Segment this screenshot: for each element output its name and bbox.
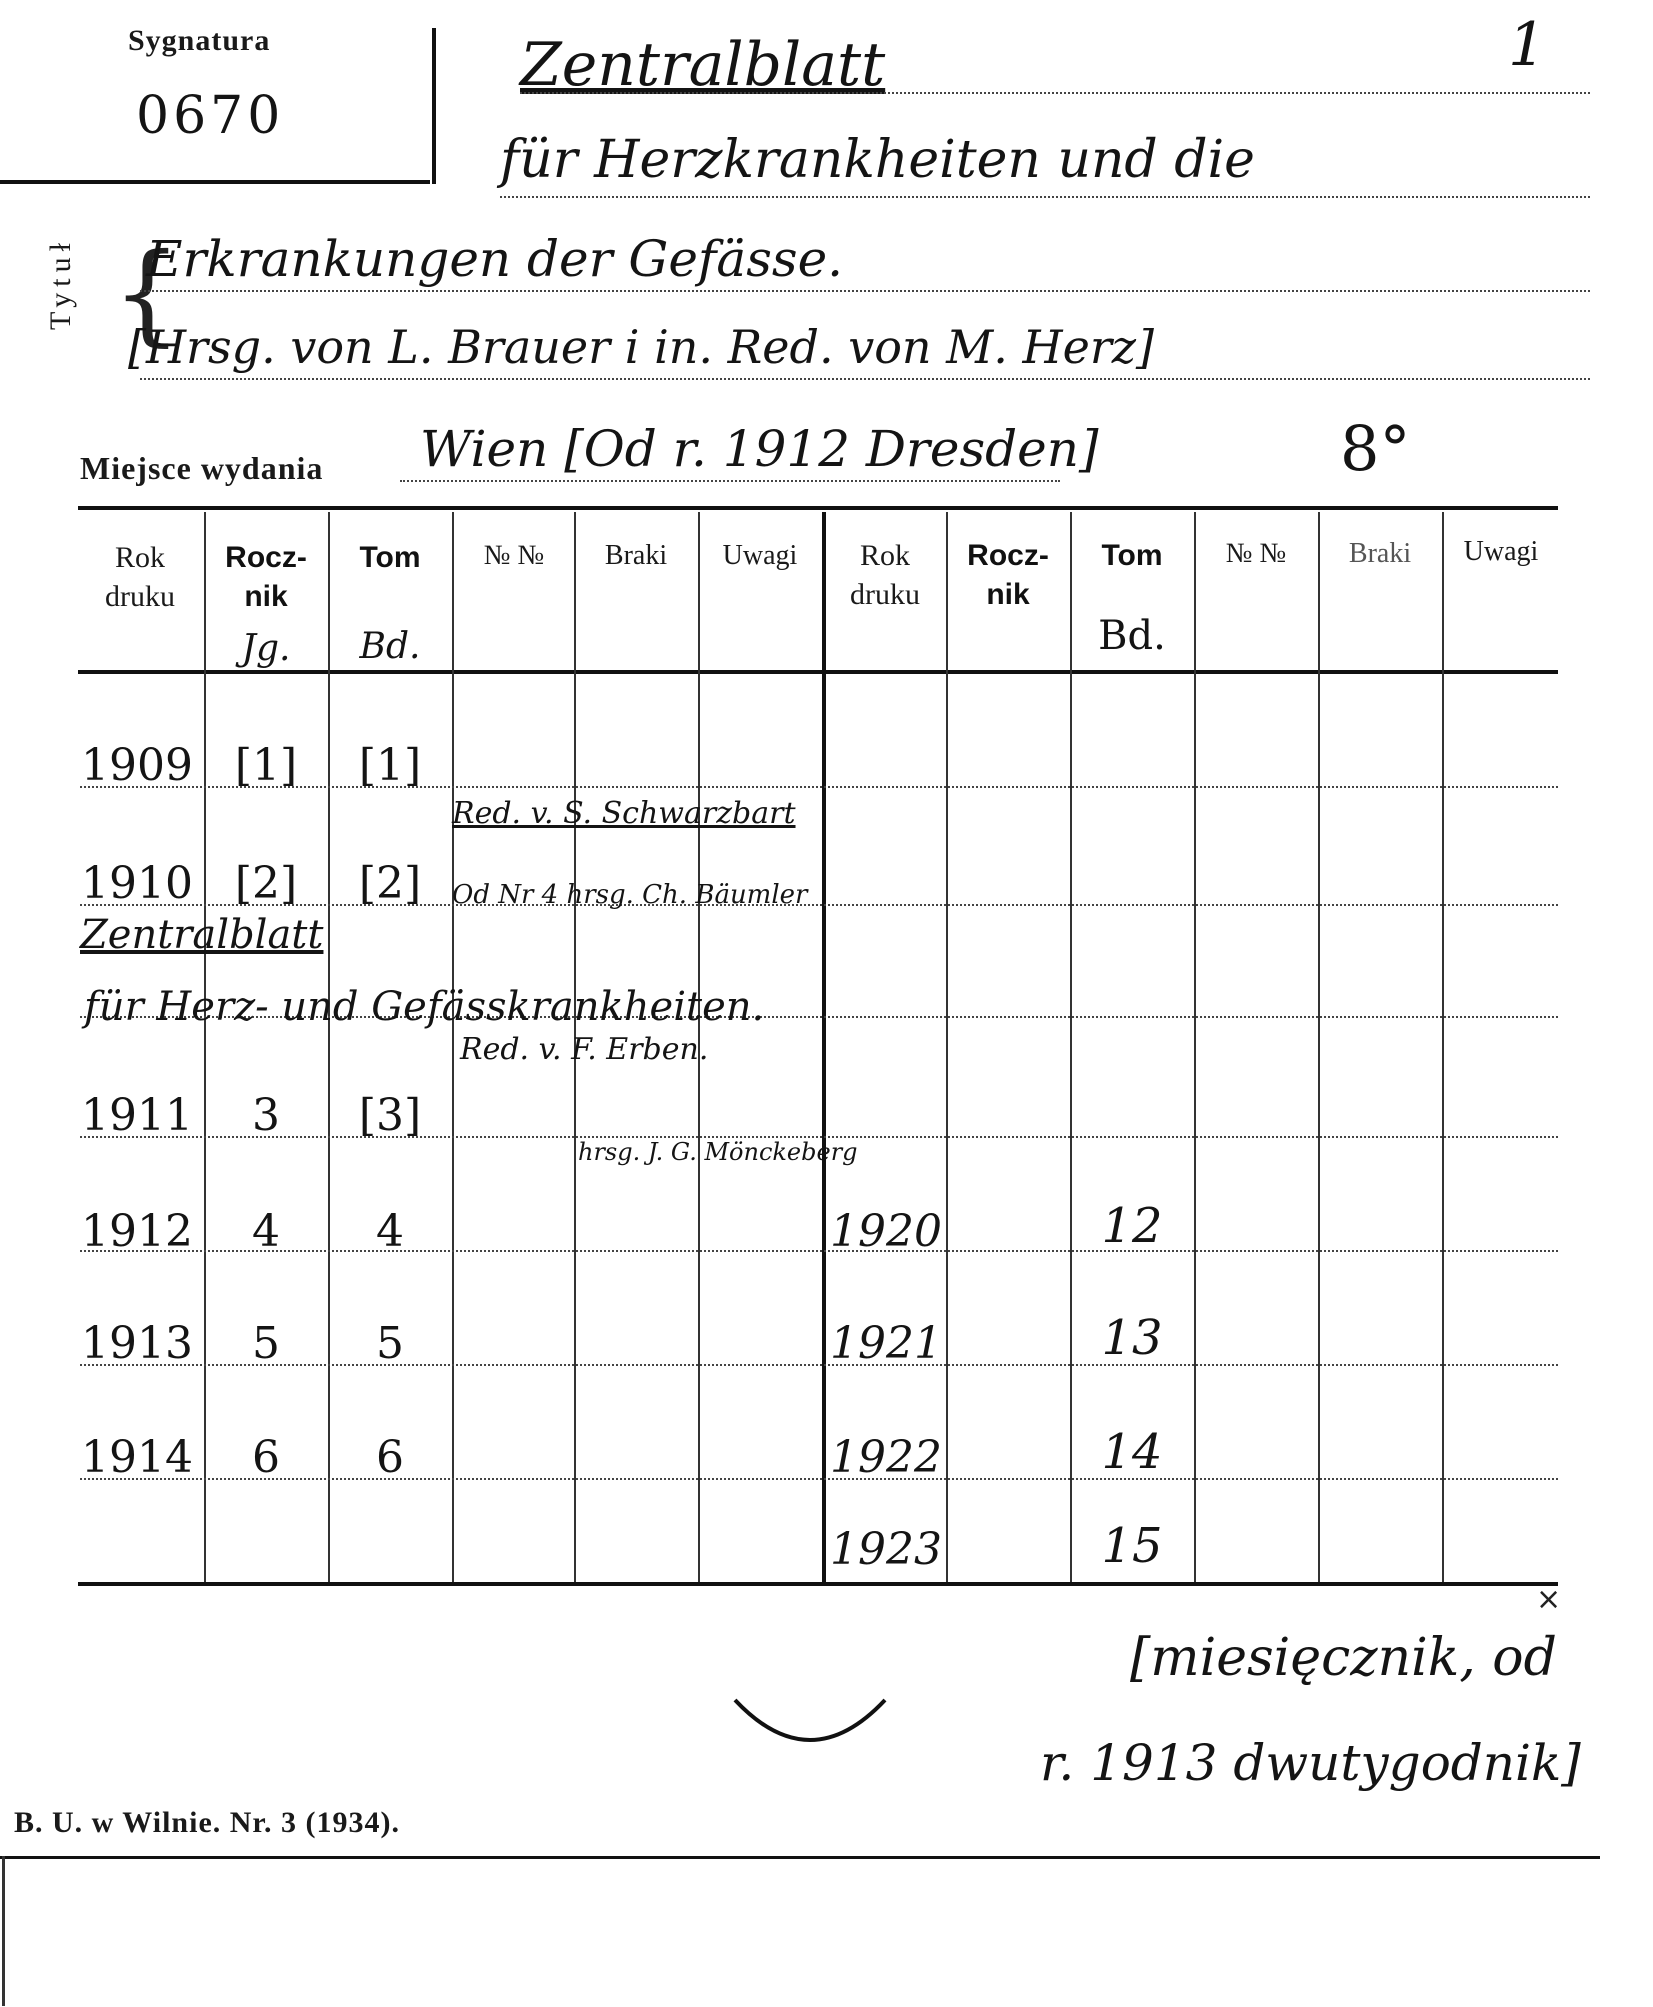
row-1913-tom: 5 (376, 1318, 404, 1369)
hdr-rok-left: Rok druku (105, 541, 175, 613)
col-divider-10 (1318, 512, 1320, 1582)
hdr-tom-right: Tom (1101, 539, 1163, 572)
row-1912-rocznik: 4 (252, 1206, 280, 1257)
hdr-numery-right: № № (1225, 538, 1287, 569)
note-red-erben: Red. v. F. Erben. (460, 1032, 709, 1067)
col-divider-7 (946, 512, 948, 1582)
title-brace: { (112, 229, 182, 357)
col-divider-3 (452, 512, 454, 1582)
row-1920-year: 1920 (830, 1206, 942, 1257)
row-1922-year: 1922 (830, 1432, 942, 1483)
tytul-label: Tytuł (44, 237, 77, 330)
title-line-1: Zentralblatt (520, 30, 886, 100)
row-1923-tom: 15 (1101, 1518, 1163, 1574)
format-value: 8° (1340, 412, 1411, 485)
hdr-rocznik-right: Rocz- nik (967, 539, 1049, 611)
note-hrsg-baumler: Od Nr 4 hrsg. Ch. Bäumler (452, 880, 808, 910)
row-1914-year: 1914 (81, 1432, 193, 1483)
note-red-schwarzbart: Red. v. S. Schwarzbart (452, 796, 796, 831)
row-1913-rocznik: 5 (252, 1318, 280, 1369)
sygnatura-label: Sygnatura (128, 24, 271, 57)
table-top-rule (78, 506, 1558, 510)
card-bottom-rule (0, 1856, 1600, 1859)
col-divider-2 (328, 512, 330, 1582)
row-1911-rocznik: 3 (252, 1090, 280, 1141)
remark-line-1: [miesięcznik, od (1130, 1628, 1557, 1688)
title-line-4: [Hrsg. von L. Brauer i in. Red. von M. Herz] (128, 320, 1154, 374)
title-line-1-dots (520, 92, 1590, 94)
row-1911-tom: [3] (358, 1090, 422, 1141)
imprint: B. U. w Wilnie. Nr. 3 (1934). (14, 1806, 400, 1839)
remark-line-2: r. 1913 dwutygodnik] (1040, 1734, 1581, 1792)
row-1913-year: 1913 (81, 1318, 193, 1369)
row-1909-rocznik: [1] (234, 740, 298, 791)
row-1910-rocznik: [2] (234, 858, 298, 909)
row-1914-tom: 6 (376, 1432, 404, 1483)
card-number: 1 (1508, 10, 1547, 80)
note-new-title-1: Zentralblatt (80, 912, 324, 958)
title-line-3: Erkrankungen der Gefässe. (146, 230, 844, 288)
hdr-uwagi-right: Uwagi (1463, 536, 1539, 567)
note-new-title-2: für Herz- und Gefässkrankheiten. (84, 984, 765, 1030)
col-divider-center (822, 512, 826, 1582)
place-value: Wien [Od r. 1912 Dresden] (420, 420, 1099, 478)
sygnatura-value: 0670 (136, 86, 285, 146)
row-1910-tom: [2] (358, 858, 422, 909)
title-line-4-dots (140, 378, 1590, 380)
row-1911-year: 1911 (81, 1090, 193, 1141)
hdr-rocznik-hand-left: Jg. (241, 628, 291, 669)
sygnatura-divider (432, 28, 436, 184)
hdr-braki-left: Braki (604, 540, 668, 571)
pencil-arc-mark (730, 1690, 890, 1760)
col-divider-11 (1442, 512, 1444, 1582)
title-line-2-dots (500, 196, 1590, 198)
card-left-edge (2, 1856, 5, 2006)
row-1923-year: 1923 (830, 1524, 942, 1575)
place-label: Miejsce wydania (80, 450, 324, 486)
hdr-tom-hand-right: Bd. (1098, 613, 1166, 659)
row-1912-tom: 4 (376, 1206, 404, 1257)
title-line-2: für Herzkrankheiten und die (500, 130, 1255, 190)
hdr-numery-left: № № (483, 540, 545, 571)
title-line-3-dots (140, 290, 1590, 292)
hdr-braki-right: Braki (1348, 538, 1412, 569)
hdr-tom-left: Tom (359, 541, 421, 574)
hdr-rocznik-left: Rocz- nik (225, 541, 307, 613)
hdr-rok-right: Rok druku (850, 539, 920, 611)
table-bottom-rule (78, 1582, 1558, 1586)
row-1909-tom: [1] (358, 740, 422, 791)
hdr-tom-hand-left: Bd. (359, 626, 421, 667)
place-dots (400, 480, 1060, 482)
hdr-uwagi-left: Uwagi (722, 540, 798, 571)
col-divider-8 (1070, 512, 1072, 1582)
row-1909-year: 1909 (81, 740, 193, 791)
row-1921-year: 1921 (830, 1318, 942, 1369)
note-hrsg-monckeberg: hrsg. J. G. Mönckeberg (578, 1138, 858, 1166)
row-1910-year: 1910 (81, 858, 193, 909)
row-1920-tom: 12 (1101, 1198, 1163, 1254)
row-1914-rocznik: 6 (252, 1432, 280, 1483)
sygnatura-underline (0, 180, 430, 184)
row-1922-tom: 14 (1101, 1424, 1163, 1480)
corner-x-mark: × (1536, 1582, 1562, 1617)
row-1921-tom: 13 (1101, 1310, 1163, 1366)
col-divider-9 (1194, 512, 1196, 1582)
row-1912-year: 1912 (81, 1206, 193, 1257)
